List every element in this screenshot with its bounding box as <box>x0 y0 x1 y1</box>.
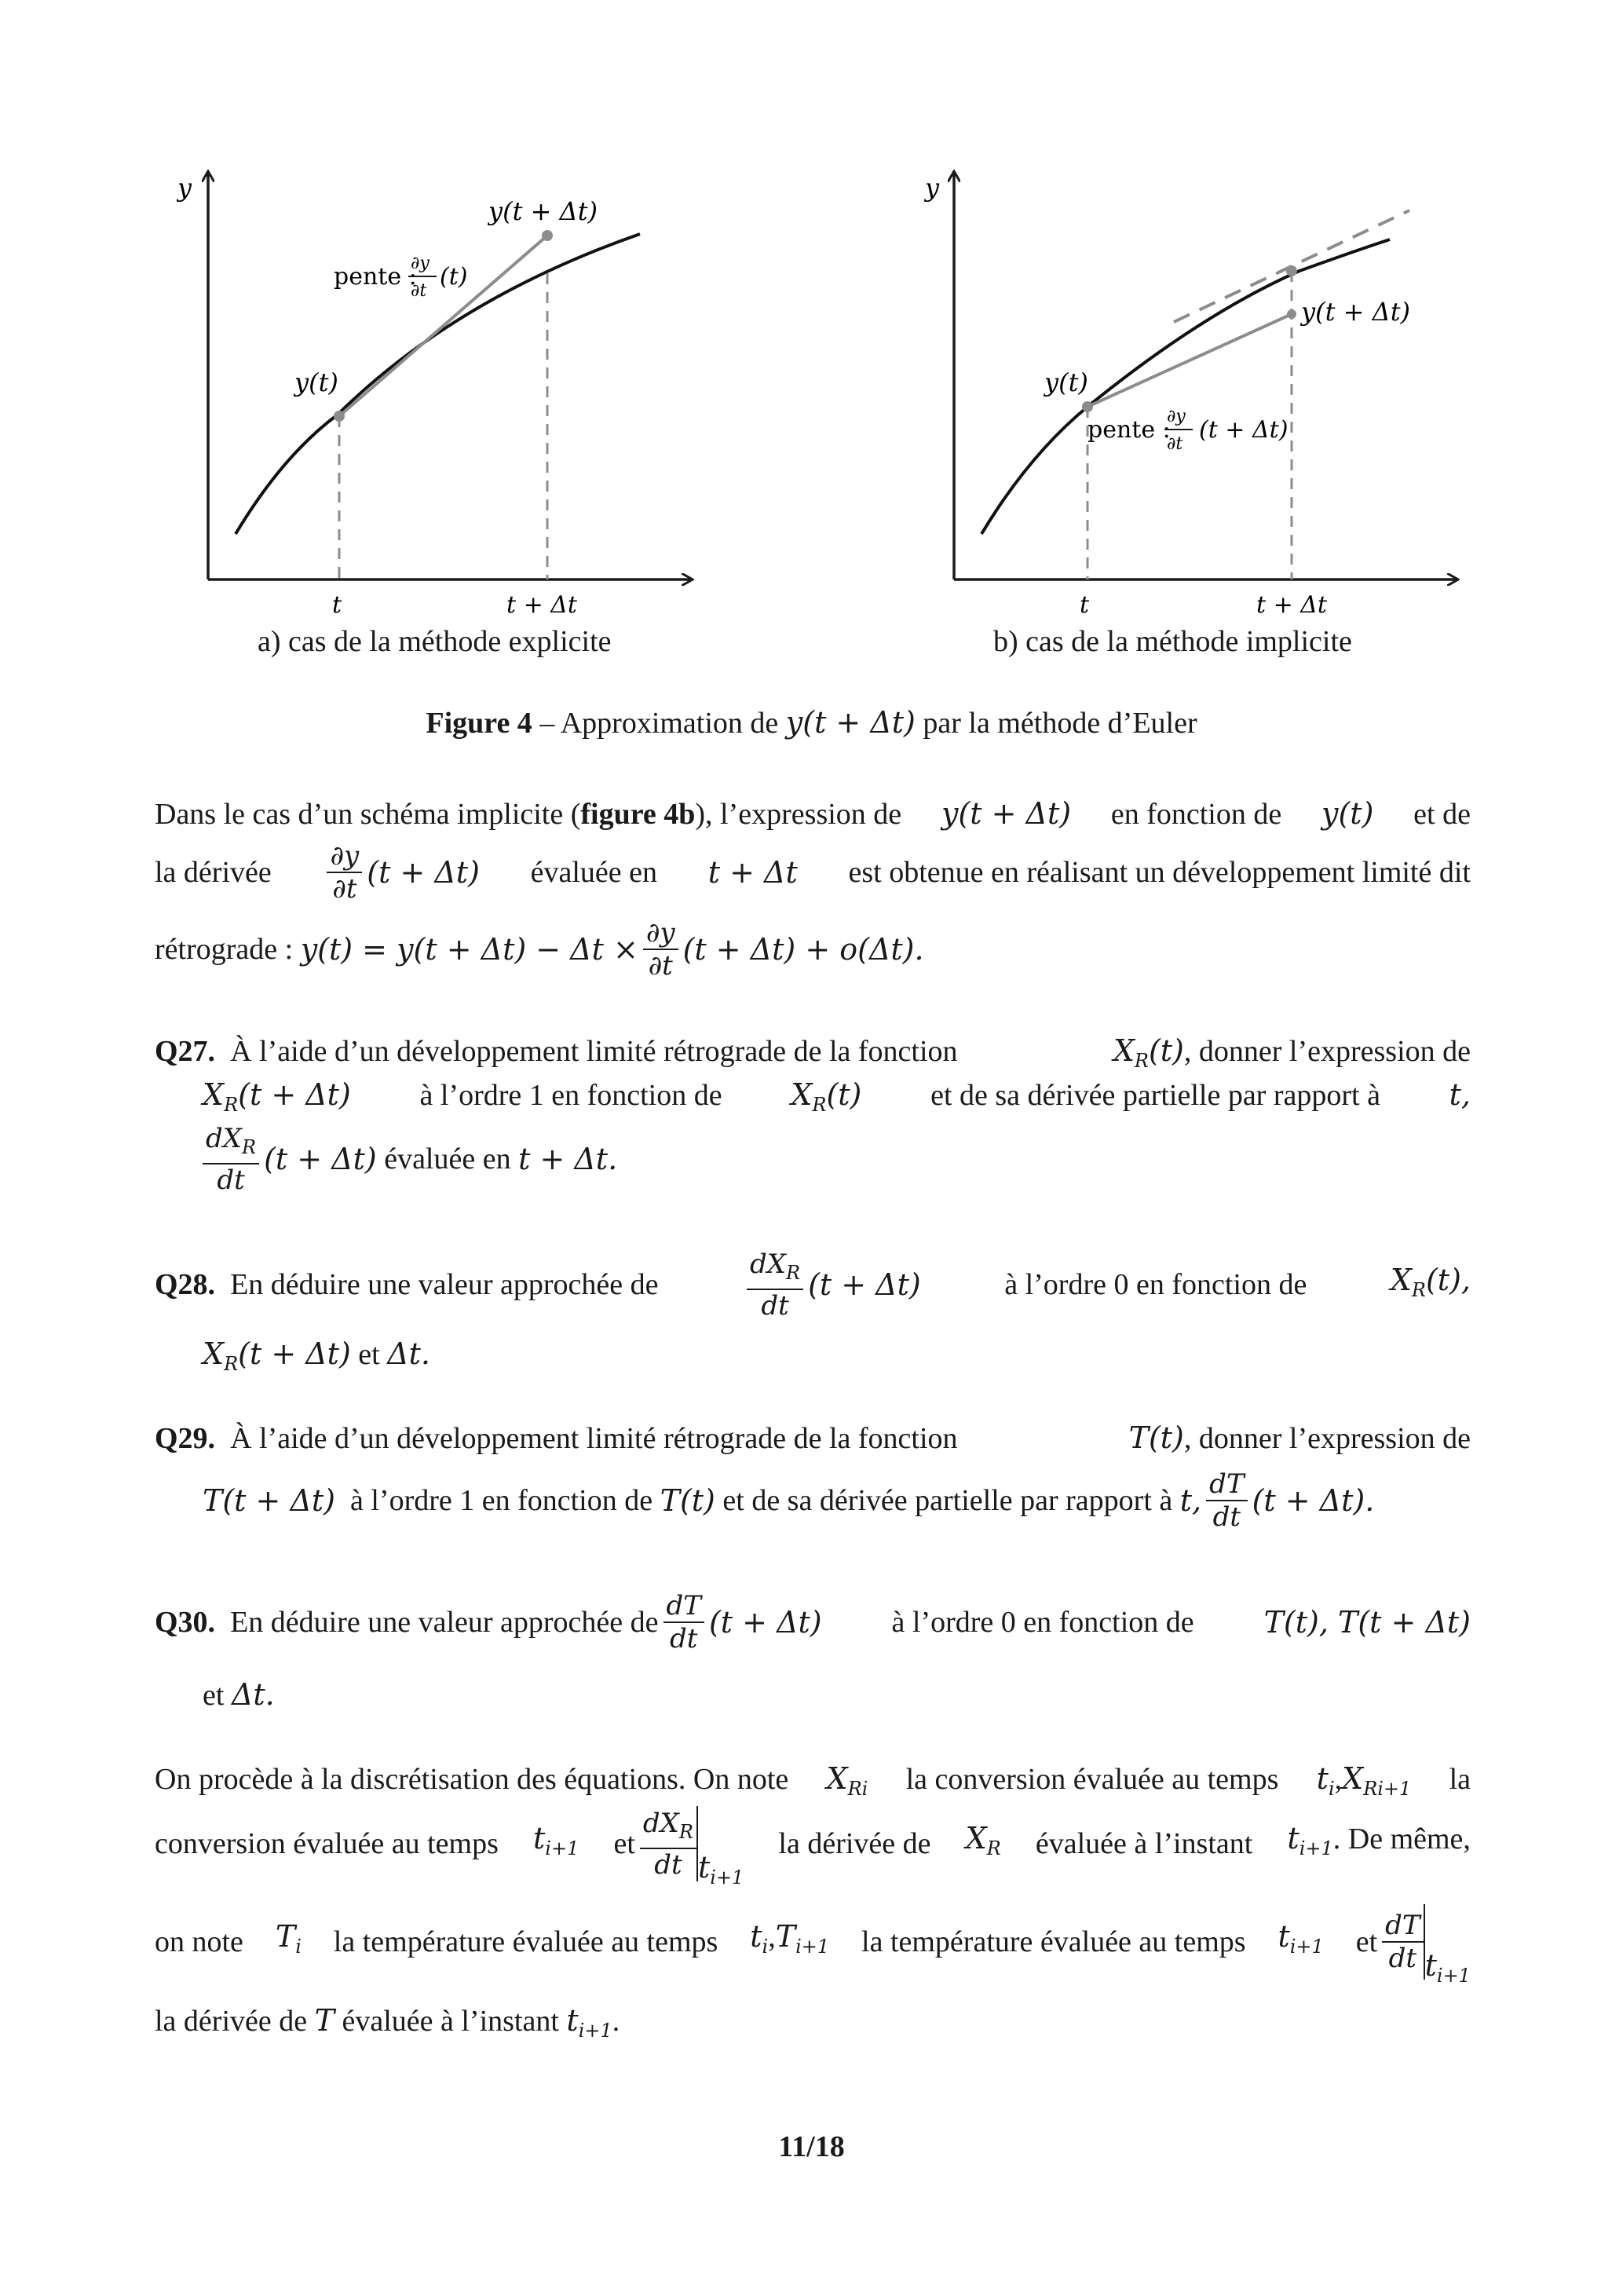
panel-a-tick-t: t <box>332 591 342 619</box>
disc-line-1: On procède à la discrétisation des équations. On note $X_{Ri}$ la conversion évaluée au temps $t_i,X_{Ri+1}$ la <box>155 1757 1471 1812</box>
panel-a-point-t <box>334 411 345 422</box>
q27-text: évaluée en <box>384 1143 511 1175</box>
q30-line-2: et Δt. <box>203 1677 275 1712</box>
panel-b-caption: b) cas de la méthode implicite <box>993 625 1352 658</box>
q29-line-1: Q29. À l’aide d’un développement limité rétrograde de la fonction T(t), donner l’expression de <box>155 1420 1471 1455</box>
panel-a-slope-num: ∂y <box>411 254 430 273</box>
figure-title-expr: y(t + Δt) <box>785 705 916 740</box>
q27-fraction: $\frac{dX_R}{dt}$ <box>203 1123 259 1196</box>
disc-text: la température évaluée au temps <box>861 1925 1246 1958</box>
panel-b-label-y-tdt: y(t + Δt) <box>1301 297 1411 327</box>
q29-text: À l’aide d’un développement limité rétrograde de la fonction <box>230 1422 958 1455</box>
disc-line-2: conversion évaluée au temps $t_{i+1}$ et $\frac{dX_R}{dt}$ $t_{i+1}$ la dérivée de $X_R$ évaluée à l’instant $t_{i+1}$. De même, <box>155 1807 1471 1888</box>
panel-b-tick-t: t <box>1080 591 1090 619</box>
q30-label: Q30. <box>155 1605 216 1639</box>
intro-eq-fraction: $\frac{\partial y}{\partial t}$ <box>643 917 678 982</box>
panel-b-point-tdt <box>1287 309 1296 319</box>
panel-b-slope-num: ∂y <box>1167 407 1186 426</box>
panel-b-slope-den: ∂t <box>1167 434 1183 454</box>
q28-fraction: $\frac{dX_R}{dt}$ <box>747 1249 803 1322</box>
q28-text: En déduire une valeur approchée de <box>230 1268 659 1301</box>
panel-a-label-y-tdt: y(t + Δt) <box>488 196 598 226</box>
q28-line-1: Q28. En déduire une valeur approchée de $\frac{dX_R}{dt}$ (t + Δt) à l’ordre 0 en fonction de $X_R(t)$, <box>155 1249 1471 1322</box>
intro-text: en fonction de <box>1110 798 1282 831</box>
q29-text: , donner l’expression de <box>1183 1422 1471 1455</box>
disc-text: On procède à la discrétisation des équations. On note <box>155 1763 789 1796</box>
panel-a-plot <box>176 173 691 619</box>
disc-text: la conversion évaluée au temps <box>905 1763 1279 1796</box>
panel-a-caption: a) cas de la méthode explicite <box>258 625 612 658</box>
figure-title <box>0 705 1623 740</box>
figure-title-end: par la méthode d’Euler <box>915 707 1197 740</box>
figure-title-rest: – Approximation de <box>532 707 786 740</box>
panel-a-slope-den: ∂t <box>411 281 427 301</box>
panel-b-secant <box>1087 314 1292 407</box>
panel-a-point-tdt <box>542 230 553 241</box>
disc-text: et <box>1355 1925 1378 1958</box>
disc-text: conversion évaluée au temps <box>155 1826 499 1860</box>
panel-b-label-y-t: y(t) <box>1044 367 1088 397</box>
q30-text: En déduire une valeur approchée de <box>230 1605 659 1639</box>
intro-equation: y(t) = y(t + Δt) − Δt × <box>300 931 638 967</box>
q29-text: à l’ordre 1 en fonction de <box>349 1483 653 1517</box>
intro-figure-ref: figure 4b <box>580 798 696 831</box>
q28-line-2: $X_R(t + \Delta t)$ et Δt. <box>203 1336 431 1375</box>
q28-text: à l’ordre 0 en fonction de <box>1004 1268 1307 1301</box>
q27-label: Q27. <box>155 1035 216 1068</box>
panel-b-plot <box>923 173 1457 619</box>
q29-fraction: $\frac{dT}{dt}$ <box>1206 1468 1247 1533</box>
intro-text: et de <box>1413 798 1471 831</box>
panel-a-tick-tdt: t + Δt <box>506 591 577 619</box>
disc-fraction: $\frac{dX_R}{dt}$ <box>640 1808 696 1881</box>
intro-text: rétrograde : <box>155 932 294 966</box>
q29-label: Q29. <box>155 1422 216 1455</box>
intro-text: ), l’expression de <box>695 798 902 831</box>
disc-text: la dérivée de <box>155 2005 308 2038</box>
panel-b-slope-arg: (t + Δt) <box>1199 416 1289 444</box>
q28-label: Q28. <box>155 1268 216 1301</box>
q30-line-1: Q30. En déduire une valeur approchée de $\frac{dT}{dt}$ (t + Δt) à l’ordre 0 en fonction de T(t), T(t + Δt) <box>155 1590 1471 1654</box>
panel-b-y-label: y <box>925 173 940 203</box>
disc-text: évaluée à l’instant <box>1035 1826 1253 1860</box>
disc-text: la dérivée de <box>778 1826 931 1860</box>
q27-text: , donner l’expression de <box>1183 1035 1471 1068</box>
q29-text: et de sa dérivée partielle par rapport à <box>722 1483 1173 1517</box>
disc-text: la température évaluée au temps <box>333 1925 718 1958</box>
intro-line-2 <box>155 840 1471 905</box>
disc-line-4: la dérivée de T évaluée à l’instant $t_{i+1}$. <box>155 2003 620 2042</box>
panel-b-tick-tdt: t + Δt <box>1256 591 1327 619</box>
q27-text: à l’ordre 1 en fonction de <box>419 1079 722 1112</box>
intro-math: y(t) <box>1321 796 1374 831</box>
panel-a-y-label: y <box>177 173 192 203</box>
q29-line-2: T(t + Δt) à l’ordre 1 en fonction de T(t) et de sa dérivée partielle par rapport à t, $\frac{dT}{dt}$ (t + Δt). <box>203 1468 1375 1533</box>
q27-text: À l’aide d’un développement limité rétrograde de la fonction <box>230 1035 958 1068</box>
intro-equation: (t + Δt) + o(Δt). <box>682 931 924 967</box>
intro-text: est obtenue en réalisant un développement limité dit <box>848 855 1471 889</box>
intro-math: (t + Δt) <box>367 854 480 890</box>
disc-text: évaluée à l’instant <box>342 2005 559 2038</box>
intro-fraction: $\frac{\partial y}{\partial t}$ <box>327 840 362 905</box>
panel-a-slope-label: pente : <box>334 263 417 291</box>
q27-line-3: $\frac{dX_R}{dt}$ (t + Δt) évaluée en t + Δt. <box>198 1123 1514 1196</box>
intro-text: évaluée en <box>530 855 658 889</box>
panel-b-point-curve <box>1286 265 1297 276</box>
disc-text: la <box>1449 1763 1471 1796</box>
euler-figure <box>0 0 1623 628</box>
disc-text: on note <box>155 1925 243 1958</box>
q30-text: et <box>203 1679 225 1712</box>
panel-a-label-y-t: y(t) <box>294 367 338 397</box>
panel-b-slope-label: pente : <box>1087 416 1171 444</box>
intro-math: t + Δt <box>707 854 798 890</box>
disc-fraction-2: $\frac{dT}{dt}$ <box>1382 1910 1423 1974</box>
panel-b-point-t <box>1082 401 1093 412</box>
intro-text: la dérivée <box>155 855 272 889</box>
q30-text: à l’ordre 0 en fonction de <box>891 1605 1194 1639</box>
figure-title-bold: Figure 4 <box>426 707 532 740</box>
intro-text: Dans le cas d’un schéma implicite ( <box>155 798 581 831</box>
page-number: 11/18 <box>778 2130 845 2163</box>
intro-line-1 <box>155 792 1471 837</box>
panel-a-slope-arg: (t) <box>440 263 468 291</box>
q27-text: et de sa dérivée partielle par rapport à <box>930 1079 1380 1112</box>
intro-math: y(t + Δt) <box>941 796 1072 831</box>
q30-fraction: $\frac{dT}{dt}$ <box>663 1590 704 1654</box>
q28-text: et <box>358 1338 380 1371</box>
disc-line-3: on note $T_i$ la température évaluée au temps $t_i,T_{i+1}$ la température évaluée au temps $t_{i+1}$ et $\frac{dT}{dt}$ $t_{i+1}$ <box>155 1904 1471 1980</box>
q27-line-1: Q27. À l’aide d’un développement limité rétrograde de la fonction $X_R(t)$, donner l’expression de <box>155 1033 1471 1072</box>
intro-line-3 <box>155 917 1471 982</box>
panel-b-curve <box>981 239 1390 534</box>
q27-line-2: $X_R(t + \Delta t)$ à l’ordre 1 en fonction de $X_R(t)$ et de sa dérivée partielle par rapport à t, <box>203 1073 1471 1128</box>
disc-text: et <box>613 1826 635 1860</box>
